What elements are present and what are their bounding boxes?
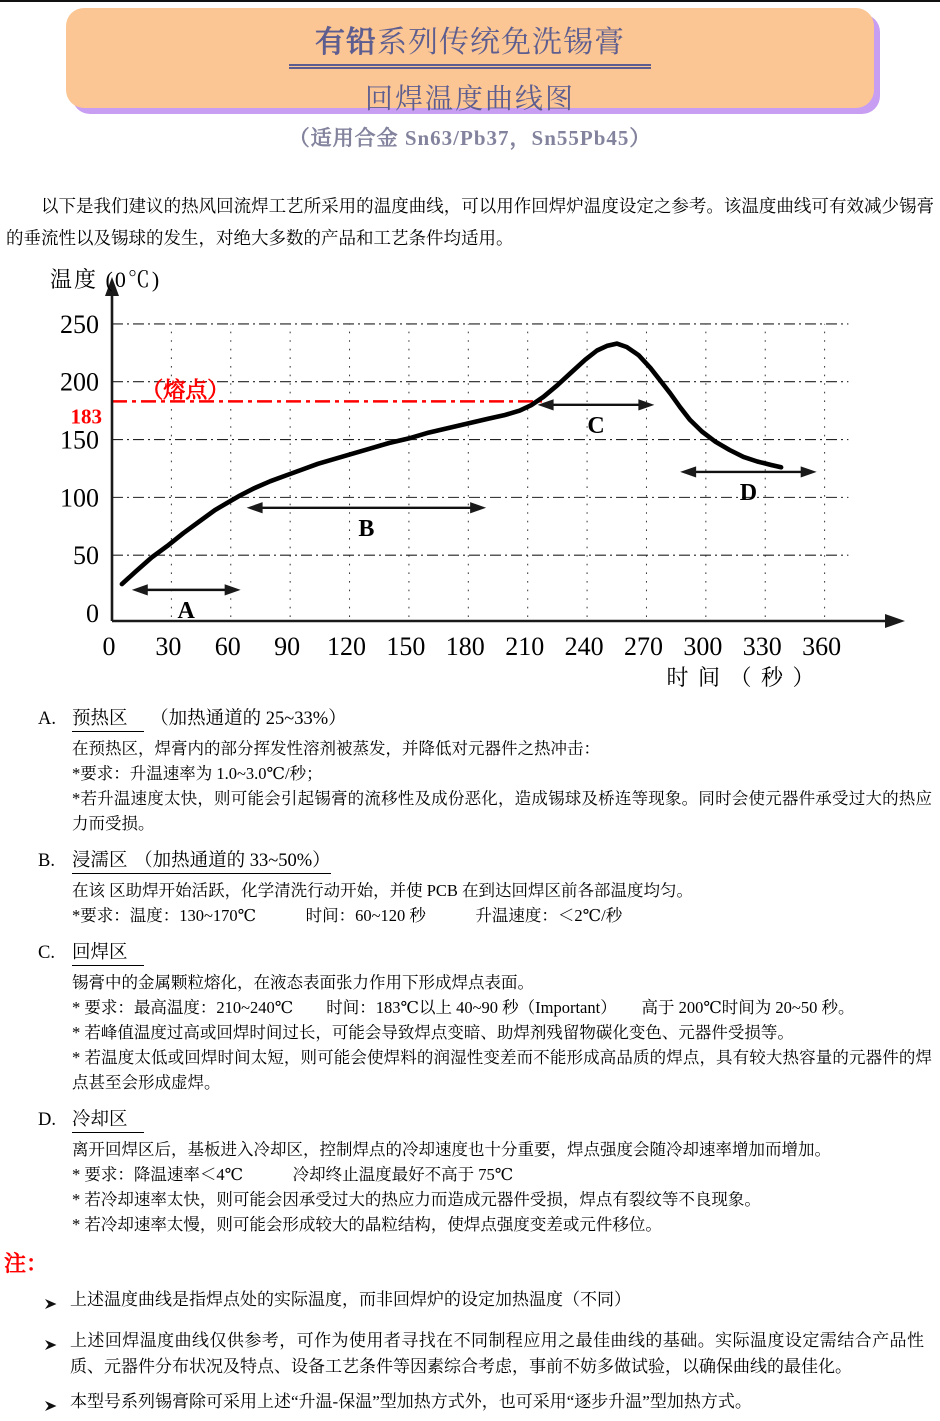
section-letter: A. bbox=[38, 708, 56, 729]
x-tick-label: 270 bbox=[623, 631, 663, 661]
zone-arrowhead-left bbox=[680, 466, 696, 477]
section-body-line: 在预热区，焊膏内的部分挥发性溶剂被蒸发，并降低对元器件之热冲击： bbox=[72, 738, 600, 758]
chart-canvas bbox=[44, 265, 928, 689]
zone-label-A: A bbox=[177, 597, 195, 624]
x-tick-label: 180 bbox=[445, 631, 485, 661]
arrow-bullet-icon bbox=[44, 1328, 70, 1380]
section-body-line: * 若冷却速率太快，则可能会因承受过大的热应力而造成元器件受损，焊点有裂纹等不良现象。 bbox=[72, 1189, 761, 1209]
x-tick-label: 360 bbox=[802, 631, 842, 661]
section-letter: D. bbox=[38, 1109, 56, 1130]
zone-label-D: D bbox=[739, 479, 758, 506]
section-B bbox=[0, 846, 940, 928]
y-tick-label: 150 bbox=[60, 425, 99, 455]
y-axis-title: 温度 (0℃) bbox=[50, 266, 162, 292]
notes-label: 注： bbox=[4, 1250, 49, 1276]
section-body-line: *要求：升温速率为 1.0~3.0℃/秒； bbox=[72, 763, 323, 783]
section-title-suffix: （加热通道的 33~50%） bbox=[129, 850, 331, 871]
x-tick-label: 0 bbox=[102, 631, 116, 661]
y-tick-label: 250 bbox=[60, 309, 99, 339]
notes-list bbox=[0, 1287, 940, 1421]
section-title: 浸濡区 bbox=[72, 850, 128, 871]
x-tick-label: 120 bbox=[327, 631, 367, 661]
x-tick-label: 30 bbox=[155, 631, 182, 661]
section-body-line: 锡膏中的金属颗粒熔化，在液态表面张力作用下形成焊点表面。 bbox=[72, 972, 534, 992]
zone-label-B: B bbox=[358, 515, 375, 542]
title-underline bbox=[289, 17, 651, 69]
section-B-heading bbox=[38, 846, 940, 872]
intro-paragraph: 以下是我们建议的热风回流焊工艺所采用的温度曲线，可以用作回焊炉温度设定之参考。该温度曲线可有效减少锡膏的垂流性以及锡球的发生，对绝大多数的产品和工艺条件均适用。 bbox=[6, 196, 934, 249]
y-tick-label: 200 bbox=[60, 367, 99, 397]
section-title-suffix: （加热通道的 25~33%） bbox=[145, 708, 347, 729]
section-body-line: * 要求：最高温度：210~240℃ 时间：183℃以上 40~90 秒（Important） 高于 200℃时间为 20~50 秒。 bbox=[72, 997, 855, 1017]
zone-arrowhead-right bbox=[225, 584, 241, 595]
section-title: 回焊区 bbox=[72, 943, 144, 966]
section-A-heading bbox=[38, 704, 940, 730]
zone-arrowhead-right bbox=[470, 502, 486, 513]
note-text: 上述温度曲线是指焊点处的实际温度，而非回焊炉的设定加热温度（不同） bbox=[70, 1289, 631, 1309]
section-title-group bbox=[72, 943, 144, 965]
zone-arrowhead-right bbox=[801, 466, 817, 477]
section-body-line: *要求：温度：130~170℃ 时间：60~120 秒 升温速度：＜2℃/秒 bbox=[72, 905, 623, 925]
section-title: 冷却区 bbox=[72, 1110, 144, 1133]
y-tick-label: 100 bbox=[60, 483, 99, 513]
x-tick-label: 210 bbox=[505, 631, 545, 661]
section-letter: B. bbox=[38, 850, 55, 871]
reflow-temperature-chart bbox=[44, 265, 940, 694]
note-text: 本型号系列锡膏除可采用上述“升温-保温”型加热方式外，也可采用“逐步升温”型加热方式。 bbox=[70, 1391, 752, 1411]
zone-label-C: C bbox=[587, 412, 605, 439]
zone-arrowhead-left bbox=[247, 502, 263, 513]
section-letter: C. bbox=[38, 942, 55, 963]
x-axis-title: 时 间 （ 秒 ） bbox=[666, 664, 817, 690]
note-item bbox=[44, 1287, 930, 1319]
notes bbox=[0, 1247, 940, 1421]
x-tick-label: 330 bbox=[742, 631, 782, 661]
section-A bbox=[0, 704, 940, 836]
section-body-line: * 若峰值温度过高或回焊时间过长，可能会导致焊点变暗、助焊剂残留物碳化变色、元器件受损等。 bbox=[72, 1022, 794, 1042]
y-tick-label: 0 bbox=[86, 598, 99, 628]
title-series-rest: 系列传统免洗锡膏 bbox=[377, 26, 625, 59]
melting-point-label: （熔点） bbox=[141, 377, 230, 403]
section-title-group bbox=[72, 1110, 144, 1132]
header-box bbox=[66, 8, 874, 115]
section-C-heading bbox=[38, 938, 940, 964]
section-body-line: * 要求：降温速率＜4℃ 冷却终止温度最好不高于 75℃ bbox=[72, 1164, 514, 1184]
section-body-line: * 若冷却速率太慢，则可能会形成较大的晶粒结构，使焊点强度变差或元件移位。 bbox=[72, 1214, 662, 1234]
melting-point-value: 183 bbox=[70, 404, 102, 429]
section-body-line: 在该 区助焊开始活跃，化学清洗行动开始，并使 PCB 在到达回焊区前各部温度均匀。 bbox=[72, 880, 694, 900]
section-D-heading bbox=[38, 1105, 940, 1131]
x-tick-label: 150 bbox=[386, 631, 426, 661]
document-title-line2: 回焊温度曲线图 bbox=[364, 84, 575, 115]
arrow-bullet-icon bbox=[44, 1287, 70, 1319]
title-series-bold: 有铅 bbox=[315, 26, 377, 59]
x-axis-arrowhead bbox=[885, 614, 905, 628]
section-body-line: *若升温速度太快，则可能会引起锡膏的流移性及成份恶化，造成锡球及桥连等现象。同时会使元器件承受过大的热应力而受损。 bbox=[72, 788, 932, 833]
arrow-bullet-icon bbox=[44, 1389, 70, 1421]
note-text: 上述回焊温度曲线仅供参考，可作为使用者寻找在不同制程应用之最佳曲线的基础。实际温度设定需结合产品性质、元器件分布状况及特点、设备工艺条件等因素综合考虑，事前不妨多做试验，以确保曲线的最佳化。 bbox=[70, 1330, 924, 1376]
note-item bbox=[44, 1328, 930, 1380]
section-title-group bbox=[72, 709, 347, 731]
section-C bbox=[0, 938, 940, 1095]
x-tick-label: 90 bbox=[274, 631, 301, 661]
x-tick-label: 300 bbox=[683, 631, 723, 661]
zone-arrowhead-left bbox=[132, 584, 148, 595]
section-body-line: * 若温度太低或回焊时间太短，则可能会使焊料的润湿性变差而不能形成高品质的焊点，具有较大热容量的元器件的焊点甚至会形成虚焊。 bbox=[72, 1047, 932, 1092]
alloy-subtitle: （适用合金 Sn63/Pb37，Sn55Pb45） bbox=[288, 126, 652, 150]
note-item bbox=[44, 1389, 930, 1421]
zone-sections bbox=[0, 704, 940, 1237]
x-tick-label: 240 bbox=[564, 631, 604, 661]
section-D bbox=[0, 1105, 940, 1237]
document-title bbox=[66, 17, 874, 69]
y-tick-label: 50 bbox=[73, 540, 99, 570]
section-body-line: 离开回焊区后，基板进入冷却区，控制焊点的冷却速度也十分重要，焊点强度会随冷却速率增加而增加。 bbox=[72, 1139, 831, 1159]
section-title-group bbox=[72, 851, 331, 874]
x-tick-label: 60 bbox=[214, 631, 241, 661]
section-title: 预热区 bbox=[72, 709, 144, 732]
